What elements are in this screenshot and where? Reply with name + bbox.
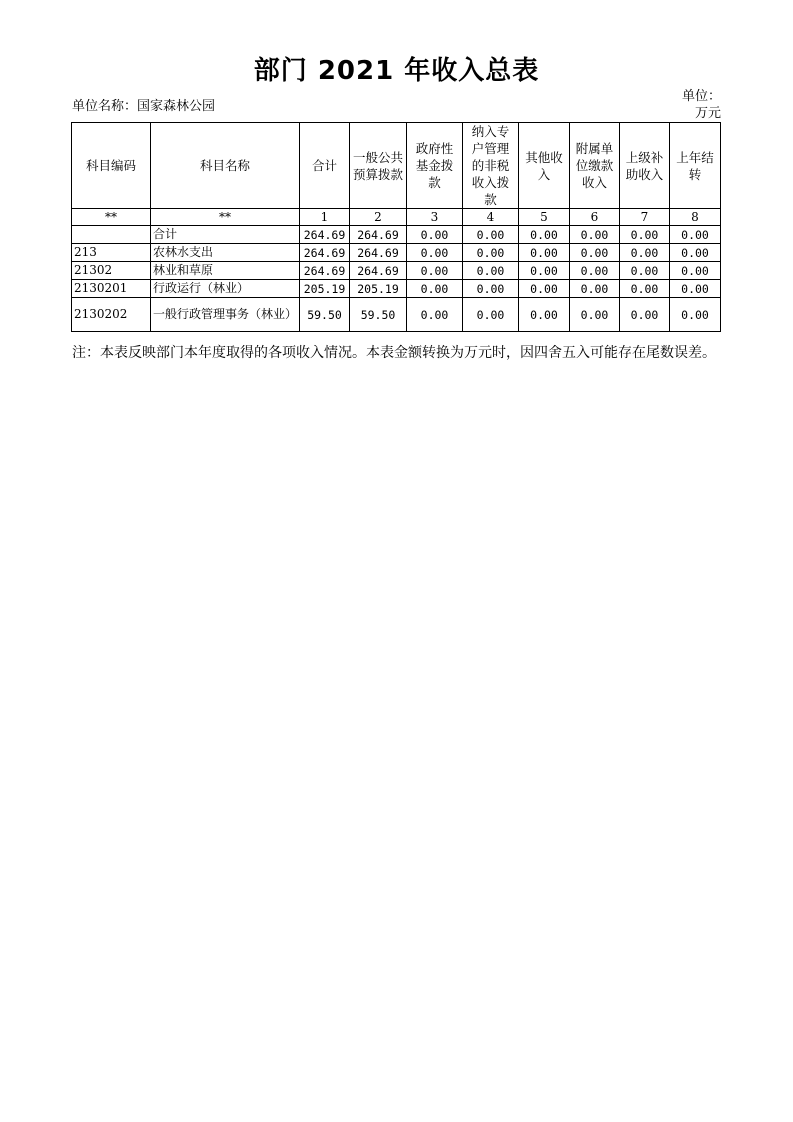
value-cell: 264.69 — [350, 262, 407, 280]
value-cell: 59.50 — [300, 298, 350, 332]
value-cell: 0.00 — [620, 226, 670, 244]
code-cell: 21302 — [72, 262, 151, 280]
name-cell: 合计 — [151, 226, 300, 244]
value-cell: 0.00 — [670, 226, 721, 244]
value-cell: 264.69 — [300, 244, 350, 262]
index-cell: 3 — [407, 209, 463, 226]
name-cell: 林业和草原 — [151, 262, 300, 280]
value-cell: 0.00 — [570, 280, 620, 298]
code-cell: 2130201 — [72, 280, 151, 298]
table-row — [72, 226, 721, 244]
index-cell: 7 — [620, 209, 670, 226]
value-cell: 205.19 — [300, 280, 350, 298]
value-cell: 264.69 — [300, 262, 350, 280]
value-cell: 0.00 — [407, 244, 463, 262]
table-row — [72, 244, 721, 262]
table-row — [72, 262, 721, 280]
value-cell: 0.00 — [463, 226, 519, 244]
value-cell: 0.00 — [519, 262, 570, 280]
unit-name: 单位名称：国家森林公园 — [72, 99, 216, 114]
value-cell: 264.69 — [350, 226, 407, 244]
code-cell — [72, 226, 151, 244]
value-cell: 0.00 — [407, 226, 463, 244]
value-cell: 0.00 — [407, 280, 463, 298]
index-cell: 2 — [350, 209, 407, 226]
name-cell: 农林水支出 — [151, 244, 300, 262]
unit-label: 单位：万元 — [681, 89, 721, 121]
page-title: 部门 2021 年收入总表 — [253, 56, 540, 86]
header-cell: 纳入专户管理的非税收入拨款 — [463, 123, 519, 209]
index-cell: ** — [72, 209, 151, 226]
value-cell: 0.00 — [620, 280, 670, 298]
index-cell: 5 — [519, 209, 570, 226]
header-cell: 科目编码 — [72, 123, 151, 209]
index-cell: 1 — [300, 209, 350, 226]
header-cell: 附属单位缴款收入 — [570, 123, 620, 209]
table-row — [72, 298, 721, 332]
footnote: 注：本表反映部门本年度取得的各项收入情况。本表金额转换为万元时，因四舍五入可能存在尾数误差。 — [72, 345, 716, 361]
value-cell: 0.00 — [620, 262, 670, 280]
value-cell: 0.00 — [670, 244, 721, 262]
value-cell: 0.00 — [463, 298, 519, 332]
value-cell: 0.00 — [407, 298, 463, 332]
value-cell: 264.69 — [300, 226, 350, 244]
table-row — [72, 280, 721, 298]
code-cell: 2130202 — [72, 298, 151, 332]
value-cell: 205.19 — [350, 280, 407, 298]
header-cell: 一般公共预算拨款 — [350, 123, 407, 209]
header-cell: 合计 — [300, 123, 350, 209]
value-cell: 0.00 — [670, 262, 721, 280]
value-cell: 0.00 — [463, 262, 519, 280]
value-cell: 0.00 — [570, 244, 620, 262]
value-cell: 0.00 — [407, 262, 463, 280]
index-cell: ** — [151, 209, 300, 226]
header-cell: 政府性基金拨款 — [407, 123, 463, 209]
income-table — [71, 122, 721, 332]
value-cell: 0.00 — [670, 298, 721, 332]
header-cell: 上年结转 — [670, 123, 721, 209]
header-cell: 上级补助收入 — [620, 123, 670, 209]
value-cell: 0.00 — [570, 298, 620, 332]
value-cell: 0.00 — [519, 280, 570, 298]
name-cell: 一般行政管理事务（林业） — [151, 298, 300, 332]
header-cell: 科目名称 — [151, 123, 300, 209]
value-cell: 0.00 — [519, 226, 570, 244]
value-cell: 59.50 — [350, 298, 407, 332]
code-cell: 213 — [72, 244, 151, 262]
index-cell: 4 — [463, 209, 519, 226]
value-cell: 0.00 — [519, 298, 570, 332]
value-cell: 264.69 — [350, 244, 407, 262]
value-cell: 0.00 — [670, 280, 721, 298]
index-cell: 6 — [570, 209, 620, 226]
index-cell: 8 — [670, 209, 721, 226]
value-cell: 0.00 — [620, 298, 670, 332]
name-cell: 行政运行（林业） — [151, 280, 300, 298]
index-row — [72, 209, 721, 226]
header-cell: 其他收入 — [519, 123, 570, 209]
value-cell: 0.00 — [570, 262, 620, 280]
value-cell: 0.00 — [519, 244, 570, 262]
value-cell: 0.00 — [463, 244, 519, 262]
value-cell: 0.00 — [620, 244, 670, 262]
value-cell: 0.00 — [570, 226, 620, 244]
table-header-row — [72, 123, 721, 209]
value-cell: 0.00 — [463, 280, 519, 298]
